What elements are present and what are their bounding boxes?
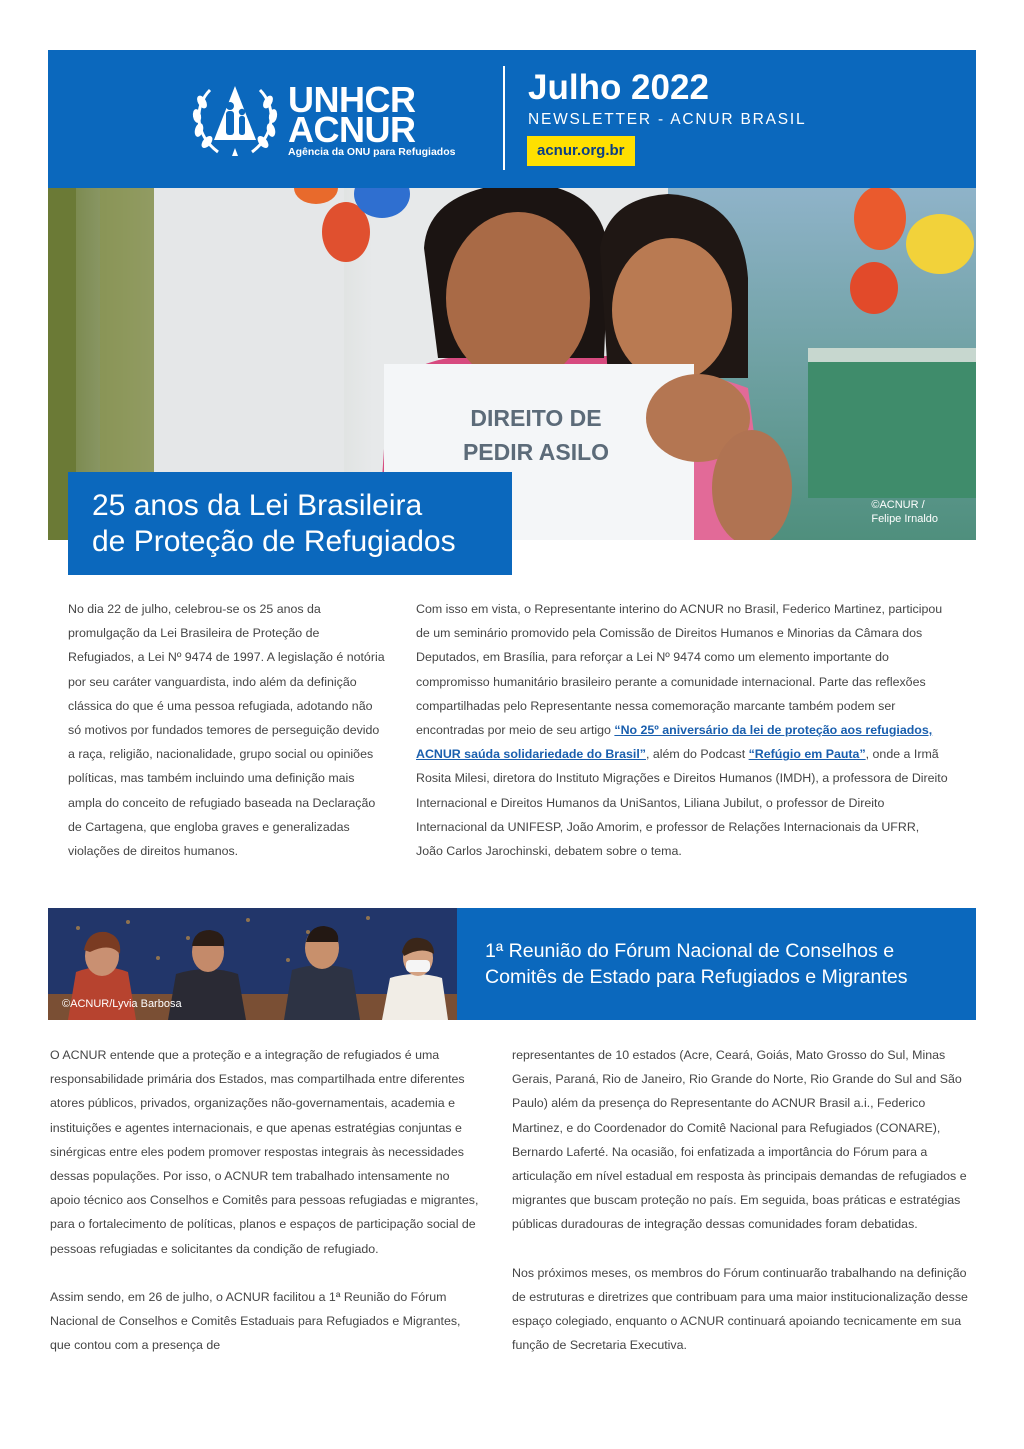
issue-month: Julho 2022 — [528, 68, 709, 107]
newsletter-label: NEWSLETTER - ACNUR BRASIL — [528, 111, 807, 128]
main-headline — [92, 488, 512, 560]
forum-title-line1: 1ª Reunião do Fórum Nacional de Conselhos e — [485, 940, 895, 962]
logo-subtitle: Agência da ONU para Refugiados — [288, 146, 456, 158]
article1-text-part1: Com isso em vista, o Representante interino do ACNUR no Brasil, Federico Martinez, participou de um seminário promovido pela Comissão de Direitos Humanos e Minorias da Câmara dos Deputados, em Brasília, para reforçar a Lei Nº 9474 como um elemento importante do compromisso humanitário brasileiro perante a comunidade internacional. Parte das reflexões compartilhadas pelo Representante nessa comemoração marcante também podem ser encontradas por meio de seu artigo — [416, 602, 943, 738]
article2-paragraph2: Assim sendo, em 26 de julho, o ACNUR facilitou a 1ª Reunião do Fórum Nacional de Conselhos e Comitês Estaduais para Refugiados e Migrantes, que contou com a presença de — [50, 1289, 461, 1353]
headline-line2: de Proteção de Refugiados — [92, 525, 456, 558]
article2-column1 — [50, 1043, 480, 1357]
headline-line1: 25 anos da Lei Brasileira — [92, 489, 423, 522]
article1-column1 — [68, 597, 386, 863]
logo-text-unhcr: UNHCR — [288, 79, 416, 120]
article1-paragraph1: No dia 22 de julho, celebrou-se os 25 anos da promulgação da Lei Brasileira de Proteção de Refugiados, a Lei Nº 9474 de 1997. A legislação é notória por seu caráter vanguardista, indo além da definição clássica do que é uma pessoa refugiada, adotando não só motivos por fundados temores de perseguição devido a raça, religião, nacionalidade, grupo social ou opiniões políticas, mas também incluindo uma definição mais ampla do conceito de refugiado baseada na Declaração de Cartagena, que engloba graves e generalizadas violações de direitos humanos. — [68, 602, 385, 859]
header-divider — [503, 66, 505, 170]
article2-paragraph4: Nos próximos meses, os membros do Fórum continuarão trabalhando na definição de estruturas e diretrizes que contribuam para uma maior institucionalização desse espaço colegiado, enquanto o ACNUR continuará apoiando tecnicamente em sua função de Secretaria Executiva. — [512, 1265, 968, 1353]
podcast-link[interactable]: “Refúgio em Pauta” — [748, 747, 866, 762]
unhcr-logo — [188, 74, 488, 164]
logo-text-acnur: ACNUR — [288, 109, 416, 150]
paragraph-gap — [50, 1261, 480, 1285]
hero-photo-credit — [871, 498, 938, 526]
hero-credit-line1: ©ACNUR / — [871, 499, 925, 511]
article1-text-part3: , onde a Irmã Rosita Milesi, diretora do Instituto Migrações e Direitos Humanos (IMDH), a professora de Direito Internacional e Direitos Humanos da UniSantos, Liliana Jubilut, o professor de Direito Internacional da UNIFESP, João Amorim, e professor de Relações Internacionais da UFRR, João Carlos Jarochinski, debatem sobre o tema. — [416, 747, 948, 859]
main-headline-box — [68, 472, 512, 575]
article-link[interactable]: “No 25º aniversário da lei de proteção aos refugiados, ACNUR saúda solidariedade do Brasil” — [416, 723, 933, 762]
laurel-emblem-icon — [188, 78, 282, 160]
forum-photo — [48, 908, 457, 1020]
sign-text-line2: PEDIR ASILO — [462, 439, 610, 465]
article1-paragraph2 — [416, 597, 948, 863]
paragraph-gap — [512, 1237, 978, 1261]
forum-title — [485, 938, 976, 990]
article1-column2 — [416, 597, 948, 863]
forum-photo-credit: ©ACNUR/Lyvia Barbosa — [62, 998, 182, 1010]
article2-column2 — [512, 1043, 978, 1357]
article1-text-part2: , além do Podcast — [645, 747, 749, 762]
article2-paragraph3: representantes de 10 estados (Acre, Ceará, Goiás, Mato Grosso do Sul, Minas Gerais, Paraná, Rio de Janeiro, Rio Grande do Norte, Rio Grande do Sul and São Paulo) além da presença do Representante do ACNUR Brasil a.i., Federico Martinez, e do Coordenador do Comitê Nacional para Refugiados (CONARE), Bernardo Laferté. Na ocasião, foi enfatizada a importância do Fórum para a articulação em nível estadual em resposta às principais demandas de refugiados e migrantes que buscam proteção no país. Em seguida, boas práticas e estratégias públicas duradouras de integração dessas comunidades foram debatidas. — [512, 1048, 967, 1232]
forum-title-box — [457, 908, 976, 1020]
newsletter-header — [48, 50, 976, 188]
website-link[interactable]: acnur.org.br — [527, 136, 635, 166]
sign-text-line1: DIREITO DE — [470, 405, 602, 431]
hero-credit-line2: Felipe Irnaldo — [871, 513, 938, 525]
forum-title-line2: Comitês de Estado para Refugiados e Migrantes — [485, 966, 908, 988]
article2-paragraph1: O ACNUR entende que a proteção e a integração de refugiados é uma responsabilidade primária dos Estados, mas compartilhada entre diferentes atores públicos, privados, organizações não-governamentais, academia e instituições e agentes internacionais, e que apenas estratégias conjuntas e sinérgicas entre eles podem promover respostas integrais às necessidades dessas populações. Por isso, o ACNUR tem trabalhado intensamente no apoio técnico aos Conselhos e Comitês para pessoas refugiadas e migrantes, para o fortalecimento de políticas, planos e espaços de participação social de pessoas refugiadas e solicitantes da condição de refugiado. — [50, 1048, 479, 1256]
